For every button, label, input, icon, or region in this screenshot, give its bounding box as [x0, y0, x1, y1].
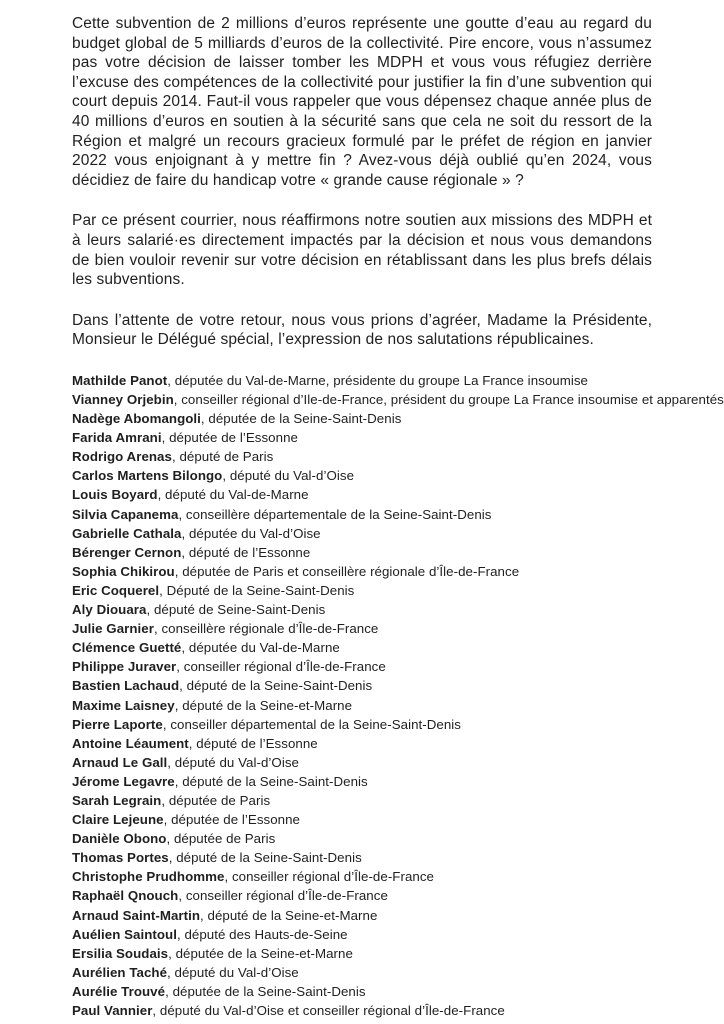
signatory-name: Philippe Juraver [72, 659, 177, 675]
signatory-line [72, 963, 652, 982]
signatory-role: , députée du Val-de-Marne, présidente du groupe La France insoumise [167, 372, 588, 388]
signatory-role: , députée de l’Essonne [161, 430, 298, 446]
signatory-name: Eric Coquerel [72, 582, 160, 598]
signatory-role: , député de l’Essonne [181, 544, 311, 560]
signatory-name: Claire Lejeune [72, 812, 164, 828]
signatory-line [72, 409, 652, 428]
signatory-role: , conseiller départemental de la Seine-Saint-Denis [162, 716, 462, 732]
signatory-name: Aly Diouara [72, 602, 147, 618]
signatory-role: , député des Hauts-de-Seine [176, 926, 348, 942]
signatory-name: Raphaël Qnouch [72, 888, 179, 904]
signatory-name: Vianney Orjebin [72, 392, 174, 407]
signatory-line [72, 715, 652, 734]
signatory-line [72, 867, 652, 886]
signatory-name: Farida Amrani [72, 430, 162, 446]
signatory-name: Danièle Obono [72, 831, 167, 847]
signatories-list [72, 371, 724, 1020]
signatory-line [72, 925, 652, 944]
signatory-line [72, 982, 652, 1001]
signatory-name: Carlos Martens Bilongo [72, 468, 223, 484]
signatory-name: Bastien Lachaud [72, 678, 180, 694]
signatory-name: Pierre Laporte [72, 716, 163, 732]
signatory-name: Paul Vannier [72, 1003, 153, 1018]
signatory-name: Auélien Saintoul [72, 926, 177, 942]
signatory-role: , député du Val-d’Oise [167, 754, 299, 770]
letter-paragraph: Par ce présent courrier, nous réaffirmons notre soutien aux missions des MDPH et à leurs salarié·es directement impactés par la décision et nous vous demandons de bien vouloir revenir sur votre décision en rétablissant dans les plus brefs délais les subventions. [72, 212, 652, 289]
signatory-name: Nadège Abomangoli [72, 411, 201, 427]
letter-paragraph: Cette subvention de 2 millions d’euros représente une goutte d’eau au regard du budget global de 5 milliards d’euros de la collectivité. Pire encore, vous n’assumez pas votre décision de laisser tomber les MDPH et vous vous réfugiez derrière l’excuse des compétences de la collectivité pour justifier la fin d’une subvention qui court depuis 2014. Faut-il vous rappeler que vous dépensez chaque année plus de 40 millions d’euros en soutien à la sécurité sans que cela ne soit du ressort de la Région et malgré un recours gracieux formulé par le préfet de région en janvier 2022 vous enjoignant à y mettre fin ? Avez-vous déjà oublié qu’en 2024, vous décidiez de faire du handicap votre « grande cause régionale » ? [72, 15, 652, 189]
signatory-line [72, 485, 652, 504]
signatory-line [72, 657, 652, 676]
signatory-role: , député de la Seine-Saint-Denis [168, 850, 362, 866]
signatory-name: Sarah Legrain [72, 792, 162, 808]
signatory-name: Bérenger Cernon [72, 544, 182, 560]
letter-paragraphs [72, 14, 652, 350]
signatory-line [72, 791, 652, 810]
signatory-line [72, 505, 652, 524]
signatory-role: , députée du Val-de-Marne [181, 640, 340, 656]
signatory-role: , conseillère régionale d’Île-de-France [153, 621, 379, 637]
signatory-line [72, 944, 652, 963]
signatory-role: , conseiller régional d’Île-de-France [176, 659, 386, 675]
signatory-name: Thomas Portes [72, 850, 169, 866]
signatory-line [72, 466, 652, 485]
signatory-line [72, 886, 652, 905]
signatory-name: Gabrielle Cathala [72, 525, 182, 541]
signatory-line [72, 543, 652, 562]
signatory-role: , député du Val-d’Oise [222, 468, 355, 484]
signatory-name: Aurélien Taché [72, 964, 168, 980]
signatory-role: , député du Val-d’Oise et conseiller régional d’Île-de-France [152, 1003, 505, 1018]
signatory-name: Jérome Legavre [72, 773, 175, 789]
signatory-name: Rodrigo Arenas [72, 449, 172, 465]
signatory-role: , députée de Paris [166, 831, 276, 847]
signatory-role: , députée de la Seine-Saint-Denis [165, 983, 366, 999]
signatory-role: , député du Val-de-Marne [157, 487, 309, 503]
signatory-line [72, 810, 652, 829]
signatory-name: Arnaud Saint-Martin [72, 907, 201, 923]
signatory-name: Julie Garnier [72, 621, 154, 637]
signatory-role: , député de l’Essonne [188, 735, 318, 751]
signatory-line [72, 562, 652, 581]
signatory-role: , député de la Seine-Saint-Denis [174, 773, 368, 789]
signatory-line [72, 696, 652, 715]
signatory-line [72, 428, 652, 447]
signatory-role: , député de la Seine-et-Marne [200, 907, 378, 923]
signatory-role: , députée de la Seine-Saint-Denis [200, 411, 402, 427]
signatory-name: Sophia Chikirou [72, 563, 175, 579]
signatory-line [72, 829, 652, 848]
signatory-line [72, 848, 652, 867]
signatory-line [72, 753, 652, 772]
signatory-line [72, 676, 652, 695]
signatory-role: , député de Seine-Saint-Denis [146, 602, 326, 618]
letter-paragraph: Dans l’attente de votre retour, nous vous prions d’agréer, Madame la Présidente, Monsieur le Délégué spécial, l’expression de nos salutations républicaines. [72, 311, 652, 349]
signatory-name: Louis Boyard [72, 487, 158, 503]
signatory-line [72, 524, 652, 543]
signatory-name: Aurélie Trouvé [72, 983, 166, 999]
signatory-name: Ersilia Soudais [72, 945, 169, 961]
signatory-name: Mathilde Panot [72, 372, 168, 388]
signatory-name: Maxime Laisney [72, 697, 175, 713]
signatory-line [72, 581, 652, 600]
signatory-role: , conseillère départementale de la Seine-Saint-Denis [178, 506, 492, 522]
signatory-line [72, 772, 652, 791]
signatory-line [72, 638, 652, 657]
signatory-name: Christophe Prudhomme [72, 869, 225, 885]
signatory-role: , député de la Seine-Saint-Denis [179, 678, 373, 694]
signatory-role: , députée de Paris et conseillère régionale d’Île-de-France [174, 563, 520, 579]
signatory-role: , conseiller régional d’Île-de-France [224, 869, 434, 885]
signatory-role: , députée de la Seine-et-Marne [168, 945, 353, 961]
signatory-line [72, 447, 652, 466]
signatory-line [72, 390, 724, 409]
signatory-role: , Député de la Seine-Saint-Denis [159, 582, 355, 598]
signatory-name: Arnaud Le Gall [72, 754, 168, 770]
signatory-name: Silvia Capanema [72, 506, 179, 522]
signatory-role: , conseiller régional d’Île-de-France [178, 888, 388, 904]
signatory-name: Clémence Guetté [72, 640, 182, 656]
signatory-role: , députée de l’Essonne [163, 812, 300, 828]
signatory-role: , députée de Paris [161, 792, 271, 808]
signatory-line [72, 906, 652, 925]
signatory-line [72, 619, 652, 638]
signatory-role: , député du Val-d’Oise [167, 964, 299, 980]
signatory-role: , député de la Seine-et-Marne [174, 697, 353, 713]
signatory-line [72, 371, 652, 390]
signatory-line [72, 600, 652, 619]
signatory-role: , conseiller régional d’Ile-de-France, président du groupe La France insoumise et apparentés [173, 392, 724, 407]
signatory-name: Antoine Léaument [72, 735, 189, 751]
signatory-line [72, 734, 652, 753]
signatory-role: , député de Paris [171, 449, 274, 465]
signatory-role: , députée du Val-d’Oise [181, 525, 321, 541]
signatory-line [72, 1001, 652, 1020]
